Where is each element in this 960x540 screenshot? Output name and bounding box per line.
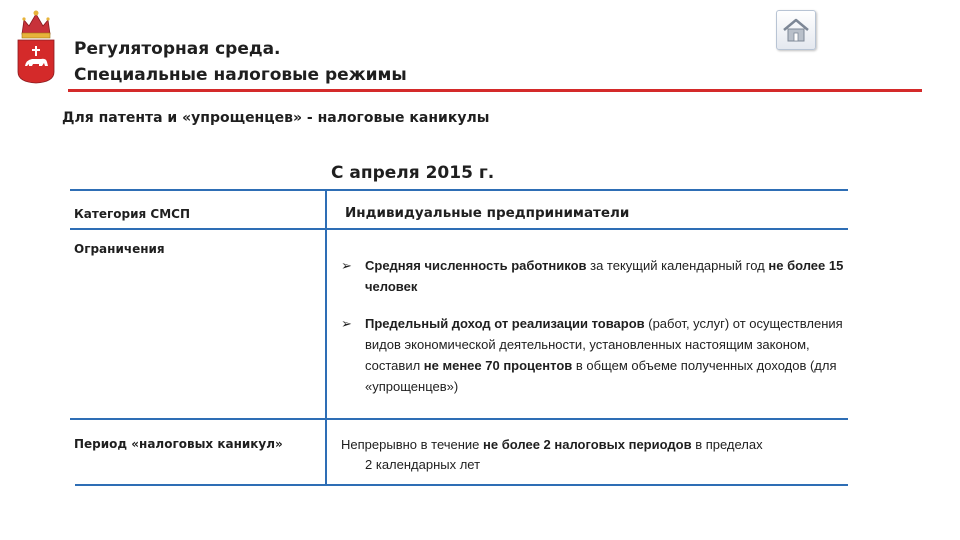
title-line-1: Регуляторная среда.: [74, 39, 281, 59]
category-label: Категория СМСП: [74, 207, 190, 221]
limit-item: [341, 313, 861, 397]
table-rule-2: [70, 228, 848, 230]
table-column-divider: [325, 190, 327, 485]
home-button[interactable]: [776, 10, 816, 50]
home-icon: [782, 17, 810, 43]
page-title: [74, 36, 407, 88]
title-line-2: Специальные налоговые режимы: [74, 65, 407, 85]
coat-of-arms: [16, 6, 56, 84]
slide-subtitle: Для патента и «упрощенцев» - налоговые каникулы: [62, 110, 490, 126]
table-rule-bottom: [75, 484, 848, 486]
period-label: Период «налоговых каникул»: [74, 437, 283, 451]
arrow-bullet-icon: ➢: [341, 258, 352, 273]
date-heading: С апреля 2015 г.: [331, 163, 495, 183]
table-rule-top: [70, 189, 848, 191]
limit-text: Предельный доход от реализации товаров (работ, услуг) от осуществления видов экономической деятельности, установленных настоящим законом, составил не менее 70 процентов в общем объеме полученных доходов (для «упрощенцев»): [365, 316, 843, 394]
perm-krai-coat-of-arms-icon: [16, 6, 56, 84]
period-value: Непрерывно в течение не более 2 налоговых периодов в пределах 2 календарных лет: [341, 437, 763, 472]
table-rule-3: [70, 418, 848, 420]
limits-label: Ограничения: [74, 242, 165, 256]
limit-item: [341, 255, 861, 297]
category-value: Индивидуальные предприниматели: [345, 205, 630, 221]
limit-text: Средняя численность работников за текущий календарный год не более 15 человек: [365, 258, 844, 294]
arrow-bullet-icon: ➢: [341, 316, 352, 331]
header-divider: [68, 89, 922, 92]
